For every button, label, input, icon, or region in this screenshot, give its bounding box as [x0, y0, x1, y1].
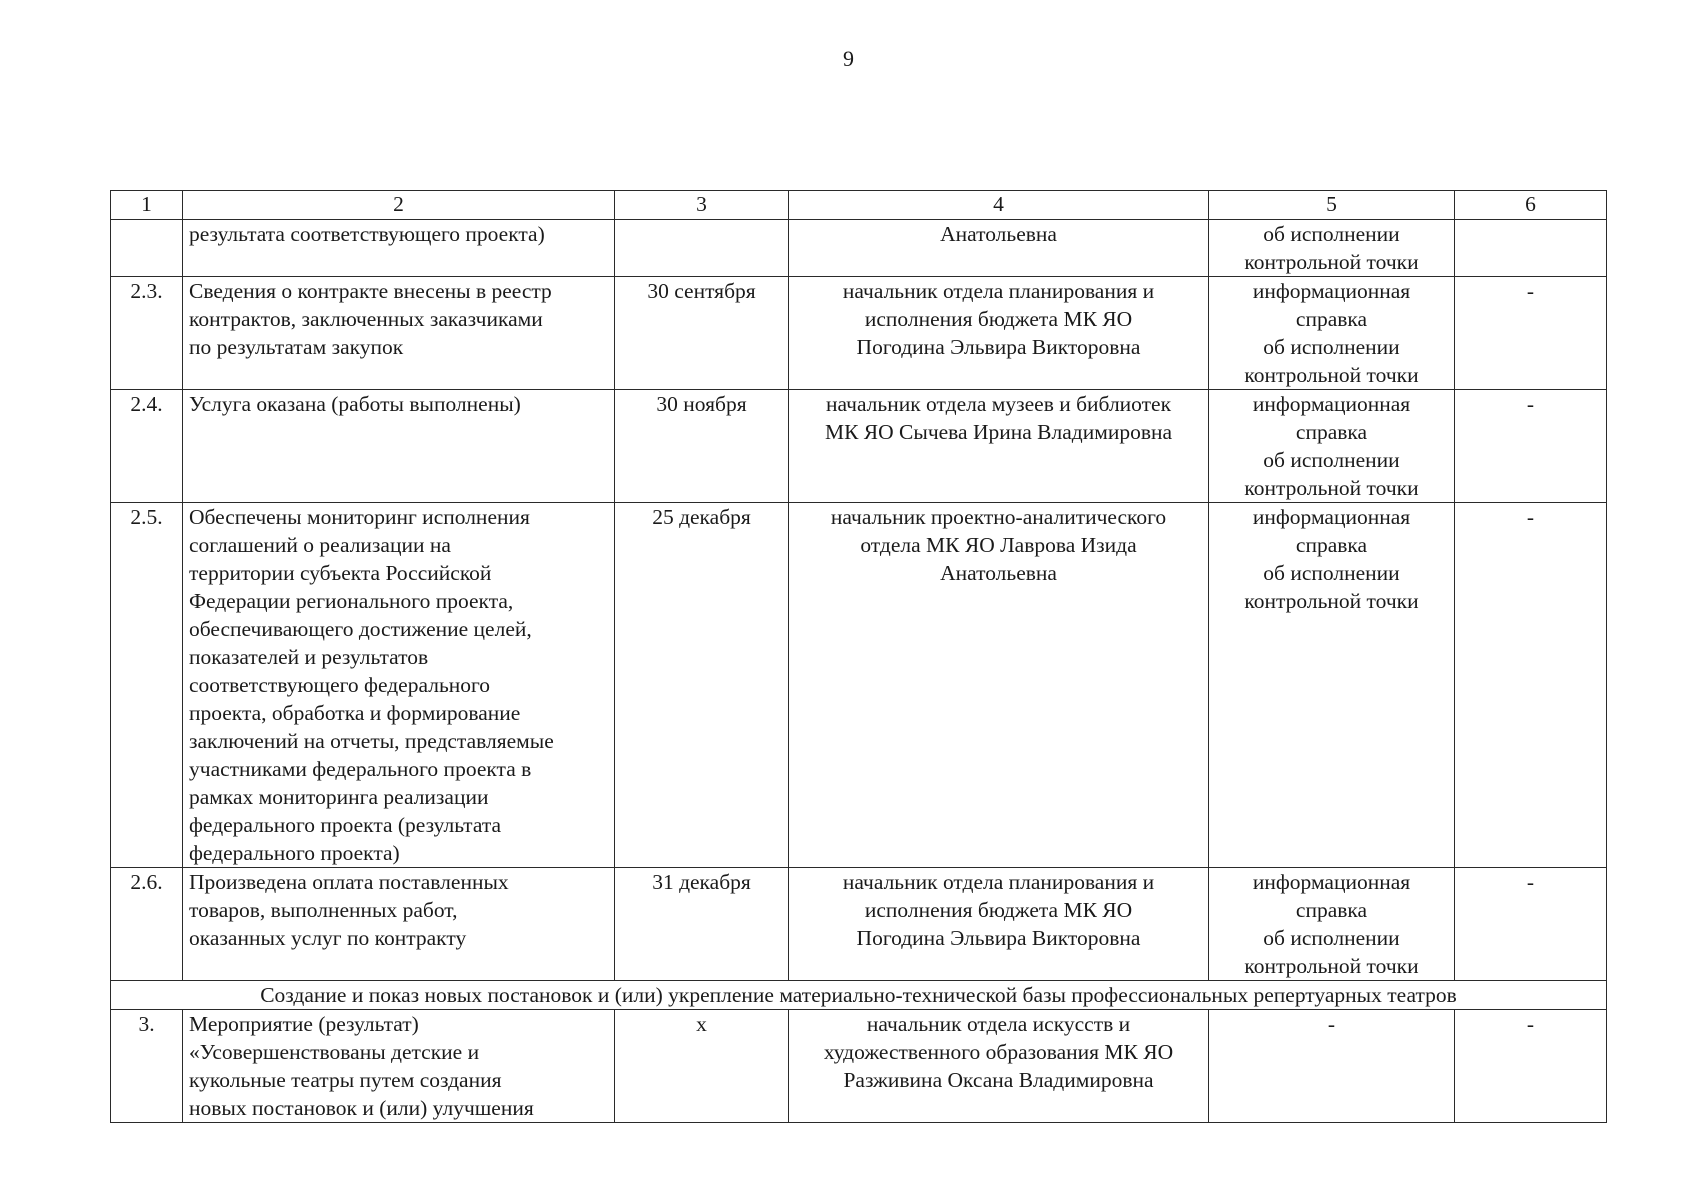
confirming-document-line: контрольной точки — [1244, 363, 1419, 387]
responsible-person-line: Погодина Эльвира Викторовна — [856, 926, 1141, 950]
control-point-description-line: участниками федерального проекта в — [189, 757, 532, 781]
responsible-person-line: отдела МК ЯО Лаврова Изида — [860, 533, 1137, 557]
section-heading: Создание и показ новых постановок и (или) укрепление материально-технической базы профессиональных репертуарных театров — [111, 981, 1607, 1010]
confirming-document — [1209, 390, 1455, 503]
control-point-description-line: соответствующего федерального — [189, 673, 491, 697]
control-point-description-line: соглашений о реализации на — [189, 533, 451, 557]
note: - — [1455, 1010, 1607, 1123]
control-point-description-line: Обеспечены мониторинг исполнения — [189, 505, 530, 529]
responsible-person — [789, 220, 1209, 277]
table-row — [111, 1010, 1607, 1123]
control-point-description-line: Сведения о контракте внесены в реестр — [189, 279, 552, 303]
responsible-person — [789, 277, 1209, 390]
control-point-description-line: Федерации регионального проекта, — [189, 589, 514, 613]
confirming-document-line: контрольной точки — [1244, 476, 1419, 500]
table-row — [111, 390, 1607, 503]
control-point-description-line: результата соответствующего проекта) — [189, 222, 545, 246]
responsible-person — [789, 390, 1209, 503]
column-header-2: 2 — [183, 191, 615, 220]
responsible-person-line: начальник отдела планирования и — [842, 870, 1155, 894]
confirming-document-line: информационная — [1252, 392, 1411, 416]
column-header-4: 4 — [789, 191, 1209, 220]
table-body — [111, 220, 1607, 1123]
page-number: 9 — [843, 46, 854, 71]
control-point-description-line: проекта, обработка и формирование — [189, 701, 521, 725]
responsible-person-line: МК ЯО Сычева Ирина Владимировна — [824, 420, 1173, 444]
column-header-1: 1 — [111, 191, 183, 220]
control-point-description — [183, 868, 615, 981]
section-heading-row — [111, 981, 1607, 1010]
responsible-person — [789, 868, 1209, 981]
confirming-document-line: справка — [1295, 533, 1368, 557]
responsible-person-line: начальник отдела музеев и библиотек — [825, 392, 1172, 416]
control-point-description — [183, 277, 615, 390]
control-point-description — [183, 1010, 615, 1123]
control-point-description — [183, 220, 615, 277]
control-point-description-line: показателей и результатов — [189, 645, 429, 669]
deadline — [615, 220, 789, 277]
confirming-document-line: информационная — [1252, 870, 1411, 894]
control-point-description-line: Произведена оплата поставленных — [189, 870, 509, 894]
control-point-description-line: рамках мониторинга реализации — [189, 785, 489, 809]
responsible-person-line: Анатольевна — [940, 561, 1057, 585]
item-number: 2.5. — [111, 503, 183, 868]
responsible-person-line: исполнения бюджета МК ЯО — [864, 307, 1133, 331]
deadline: х — [615, 1010, 789, 1123]
note: - — [1455, 503, 1607, 868]
table-row — [111, 868, 1607, 981]
deadline: 30 ноября — [615, 390, 789, 503]
column-number-row — [111, 191, 1607, 220]
confirming-document-line: об исполнении — [1263, 448, 1400, 472]
responsible-person-line: Погодина Эльвира Викторовна — [856, 335, 1141, 359]
responsible-person-line: Разживина Оксана Владимировна — [843, 1068, 1154, 1092]
item-number: 3. — [111, 1010, 183, 1123]
confirming-document — [1209, 1010, 1455, 1123]
confirming-document-line: справка — [1295, 420, 1368, 444]
control-point-description-line: оказанных услуг по контракту — [189, 926, 467, 950]
control-point-description-line: новых постановок и (или) улучшения — [189, 1096, 534, 1120]
control-point-description-line: «Усовершенствованы детские и — [189, 1040, 480, 1064]
responsible-person-line: Анатольевна — [940, 222, 1057, 246]
control-point-description-line: федерального проекта (результата — [189, 813, 502, 837]
control-point-description-line: территории субъекта Российской — [189, 561, 492, 585]
control-point-description-line: Мероприятие (результат) — [189, 1012, 419, 1036]
confirming-document — [1209, 868, 1455, 981]
confirming-document-line: информационная — [1252, 279, 1411, 303]
confirming-document-line: - — [1327, 1012, 1336, 1036]
control-point-description — [183, 503, 615, 868]
confirming-document — [1209, 220, 1455, 277]
responsible-person-line: начальник проектно-аналитического — [830, 505, 1167, 529]
confirming-document-line: об исполнении — [1263, 926, 1400, 950]
item-number: 2.4. — [111, 390, 183, 503]
control-point-description-line: контрактов, заключенных заказчиками — [189, 307, 543, 331]
confirming-document — [1209, 277, 1455, 390]
confirming-document-line: контрольной точки — [1244, 954, 1419, 978]
deadline: 30 сентября — [615, 277, 789, 390]
deadline: 25 декабря — [615, 503, 789, 868]
responsible-person-line: исполнения бюджета МК ЯО — [864, 898, 1133, 922]
note: - — [1455, 390, 1607, 503]
confirming-document-line: об исполнении — [1263, 222, 1400, 246]
confirming-document-line: информационная — [1252, 505, 1411, 529]
column-header-5: 5 — [1209, 191, 1455, 220]
item-number: 2.3. — [111, 277, 183, 390]
responsible-person-line: начальник отдела искусств и — [866, 1012, 1131, 1036]
note: - — [1455, 277, 1607, 390]
table-row — [111, 220, 1607, 277]
confirming-document-line: контрольной точки — [1244, 589, 1419, 613]
confirming-document-line: справка — [1295, 307, 1368, 331]
note — [1455, 220, 1607, 277]
confirming-document-line: справка — [1295, 898, 1368, 922]
control-point-description-line: федерального проекта) — [189, 841, 400, 865]
table-row — [111, 503, 1607, 868]
item-number: 2.6. — [111, 868, 183, 981]
responsible-person — [789, 1010, 1209, 1123]
control-point-description — [183, 390, 615, 503]
note: - — [1455, 868, 1607, 981]
column-header-6: 6 — [1455, 191, 1607, 220]
confirming-document-line: контрольной точки — [1244, 250, 1419, 274]
control-point-description-line: обеспечивающего достижение целей, — [189, 617, 532, 641]
control-point-description-line: товаров, выполненных работ, — [189, 898, 458, 922]
confirming-document-line: об исполнении — [1263, 561, 1400, 585]
control-point-description-line: кукольные театры путем создания — [189, 1068, 502, 1092]
item-number — [111, 220, 183, 277]
table-row — [111, 277, 1607, 390]
responsible-person-line: художественного образования МК ЯО — [823, 1040, 1174, 1064]
responsible-person-line: начальник отдела планирования и — [842, 279, 1155, 303]
control-point-description-line: по результатам закупок — [189, 335, 404, 359]
control-point-description-line: заключений на отчеты, представляемые — [189, 729, 554, 753]
confirming-document — [1209, 503, 1455, 868]
control-point-description-line: Услуга оказана (работы выполнены) — [189, 392, 521, 416]
deadline: 31 декабря — [615, 868, 789, 981]
column-header-3: 3 — [615, 191, 789, 220]
responsible-person — [789, 503, 1209, 868]
confirming-document-line: об исполнении — [1263, 335, 1400, 359]
control-points-table — [110, 190, 1607, 1123]
